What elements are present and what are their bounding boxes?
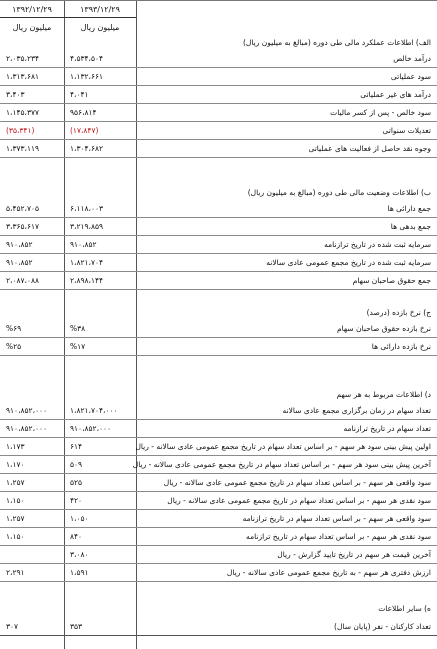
row-value-previous: ۱،۱۵۰ [6, 496, 25, 505]
section-e-rows [0, 618, 437, 636]
row-value-previous: %۲۵ [6, 342, 22, 351]
table-row [0, 420, 437, 438]
row-value-previous: %۶۹ [6, 324, 22, 333]
row-value-current: %۳۸ [70, 324, 86, 333]
table-row [0, 618, 437, 636]
row-label: تعداد سهام در تاریخ ترازنامه [343, 424, 431, 433]
table-row [0, 200, 437, 218]
header-col2-unit: میلیون ریال [12, 23, 52, 32]
row-value-current: ۱،۱۳۲،۶۶۱ [70, 72, 104, 81]
row-label: سود خالص - پس از کسر مالیات [330, 108, 431, 117]
section-e-title: ه) سایر اطلاعات [378, 604, 431, 613]
table-header [0, 0, 437, 35]
table-row [0, 546, 437, 564]
row-value-current-negative: (۱۷،۸۴۷) [70, 126, 99, 135]
row-value-previous: ۱،۳۷۳،۱۱۹ [6, 144, 40, 153]
section-c-title: ج) نرخ بازده (درصد) [366, 308, 431, 317]
row-value-previous: ۳،۴۰۳ [6, 90, 25, 99]
section-a-rows [0, 50, 437, 158]
row-value-current: ۶۱۴ [70, 442, 83, 451]
table-row [0, 218, 437, 236]
row-value-previous: ۱،۱۷۳ [6, 442, 25, 451]
row-label: نرخ بازده حقوق صاحبان سهام [336, 324, 431, 333]
row-value-current: ۲،۸۹۸،۱۴۴ [70, 276, 104, 285]
row-value-current: ۵۲۵ [70, 478, 83, 487]
table-row [0, 438, 437, 456]
row-value-current: ۱،۳۰۴،۶۸۲ [70, 144, 104, 153]
row-value-current: ۱،۰۵۰ [70, 514, 89, 523]
row-value-current: ۱،۸۲۱،۷۰۴ [70, 258, 104, 267]
row-label: سرمایه ثبت شده در تاریخ مجمع عمومی عادی سالانه [266, 258, 431, 267]
table-row [0, 272, 437, 290]
table-row [0, 104, 437, 122]
row-label: نرخ بازده دارائی ها [371, 342, 431, 351]
row-label: سود نقدی هر سهم - بر اساس تعداد سهام در تاریخ ترازنامه [246, 532, 431, 541]
header-col2-date: ۱۳۹۲/۱۲/۲۹ [0, 5, 64, 18]
table-row [0, 492, 437, 510]
row-value-current: ۱،۸۲۱،۷۰۴،۰۰۰ [70, 406, 118, 415]
row-value-previous: ۳،۳۶۵،۶۱۷ [6, 222, 40, 231]
row-value-previous: ۹۱۰،۸۵۲ [6, 240, 33, 249]
row-value-current: ۶،۱۱۸،۰۰۳ [70, 204, 104, 213]
row-value-current: ۹۱۰،۸۵۲،۰۰۰ [70, 424, 112, 433]
row-value-current: %۱۷ [70, 342, 86, 351]
row-label: سود نقدی هر سهم - بر اساس تعداد سهام در تاریخ مجمع عمومی عادی سالانه - ریال [167, 496, 431, 505]
row-value-current: ۹۱۰،۸۵۲ [70, 240, 97, 249]
row-label: درآمد های غیر عملیاتی [360, 90, 431, 99]
table-row [0, 236, 437, 254]
row-value-previous: ۱،۲۵۷ [6, 478, 25, 487]
table-row [0, 510, 437, 528]
table-row [0, 122, 437, 140]
section-b-title: ب) اطلاعات وضعیت مالی طی دوره (مبالغ به میلیون ریال) [247, 188, 431, 197]
header-col1-unit: میلیون ریال [80, 23, 120, 32]
row-label: سود عملیاتی [390, 72, 431, 81]
header-col-previous-year [0, 5, 64, 33]
table-row [0, 564, 437, 582]
table-row [0, 320, 437, 338]
row-value-previous: ۲،۲۹۱ [6, 568, 25, 577]
row-label: تعداد کارکنان - نفر (پایان سال) [334, 622, 431, 631]
row-value-previous: ۲،۰۸۷،۰۸۸ [6, 276, 40, 285]
row-value-current: ۴،۵۳۴،۵۰۴ [70, 54, 104, 63]
row-label: جمع حقوق صاحبان سهام [352, 276, 431, 285]
table-row [0, 474, 437, 492]
table-row [0, 68, 437, 86]
table-row [0, 338, 437, 356]
row-value-current: ۳،۰۸۰ [70, 550, 89, 559]
table-row [0, 456, 437, 474]
row-value-previous: ۱،۳۱۳،۶۸۱ [6, 72, 40, 81]
row-label: جمع بدهی ها [390, 222, 431, 231]
row-label: اولین پیش بینی سود هر سهم - بر اساس تعداد سهام در تاریخ مجمع عمومی عادی سالانه - ریال [135, 442, 431, 451]
row-label: تعدیلات سنواتی [382, 126, 431, 135]
row-label: سود واقعی هر سهم - بر اساس تعداد سهام در تاریخ مجمع عمومی عادی سالانه - ریال [163, 478, 431, 487]
row-value-previous: ۹۱۰،۸۵۲،۰۰۰ [6, 406, 48, 415]
row-value-previous: ۲،۰۳۵،۲۳۴ [6, 54, 40, 63]
row-label: سرمایه ثبت شده در تاریخ ترازنامه [324, 240, 431, 249]
row-label: درآمد خالص [393, 54, 431, 63]
row-value-current: ۸۴۰ [70, 532, 83, 541]
row-value-previous: ۹۱۰،۸۵۲ [6, 258, 33, 267]
section-b-rows [0, 200, 437, 290]
row-label: ارزش دفتری هر سهم - به تاریخ مجمع عمومی عادی سالانه - ریال [226, 568, 431, 577]
row-value-current: ۵۰۹ [70, 460, 83, 469]
row-value-current: ۳۵۳ [70, 622, 83, 631]
row-value-current: ۴،۰۴۱ [70, 90, 89, 99]
table-row [0, 86, 437, 104]
section-d-title: د) اطلاعات مربوط به هر سهم [336, 390, 431, 399]
header-col1-date: ۱۳۹۳/۱۲/۲۹ [64, 5, 136, 18]
row-value-current: ۴۲۰ [70, 496, 83, 505]
row-label: وجوه نقد حاصل از فعالیت های عملیاتی [308, 144, 431, 153]
row-label: سود واقعی هر سهم - بر اساس تعداد سهام در تاریخ ترازنامه [242, 514, 431, 523]
row-value-previous: ۹۱۰،۸۵۲،۰۰۰ [6, 424, 48, 433]
table-row [0, 402, 437, 420]
row-label: تعداد سهام در زمان برگزاری مجمع عادی سالانه [282, 406, 431, 415]
row-label: آخرین پیش بینی سود هر سهم - بر اساس تعداد سهام در تاریخ مجمع عمومی عادی سالانه - ریال [132, 460, 431, 469]
section-d-rows [0, 402, 437, 582]
table-row [0, 254, 437, 272]
row-value-previous: ۱،۲۵۷ [6, 514, 25, 523]
row-value-previous: ۱،۱۵۰ [6, 532, 25, 541]
row-value-current: ۳،۲۱۹،۸۵۹ [70, 222, 104, 231]
table-row [0, 528, 437, 546]
row-label: جمع دارائی ها [387, 204, 431, 213]
row-value-previous: ۱،۱۴۵،۳۷۷ [6, 108, 40, 117]
table-row [0, 140, 437, 158]
row-value-previous: ۱،۱۷۰ [6, 460, 25, 469]
section-a-title: الف) اطلاعات عملکرد مالی طی دوره (مبالغ به میلیون ریال) [242, 38, 431, 47]
row-value-current: ۱،۵۹۱ [70, 568, 89, 577]
row-value-previous-negative: (۳۵،۳۴۱) [6, 126, 35, 135]
row-value-current: ۹۵۶،۸۱۴ [70, 108, 97, 117]
header-col-current-year [64, 5, 136, 33]
row-value-previous: ۳۰۷ [6, 622, 19, 631]
section-c-rows [0, 320, 437, 356]
row-label: آخرین قیمت هر سهم در تاریخ تایید گزارش - ریال [277, 550, 431, 559]
table-row [0, 50, 437, 68]
row-value-previous: ۵،۴۵۲،۷۰۵ [6, 204, 40, 213]
